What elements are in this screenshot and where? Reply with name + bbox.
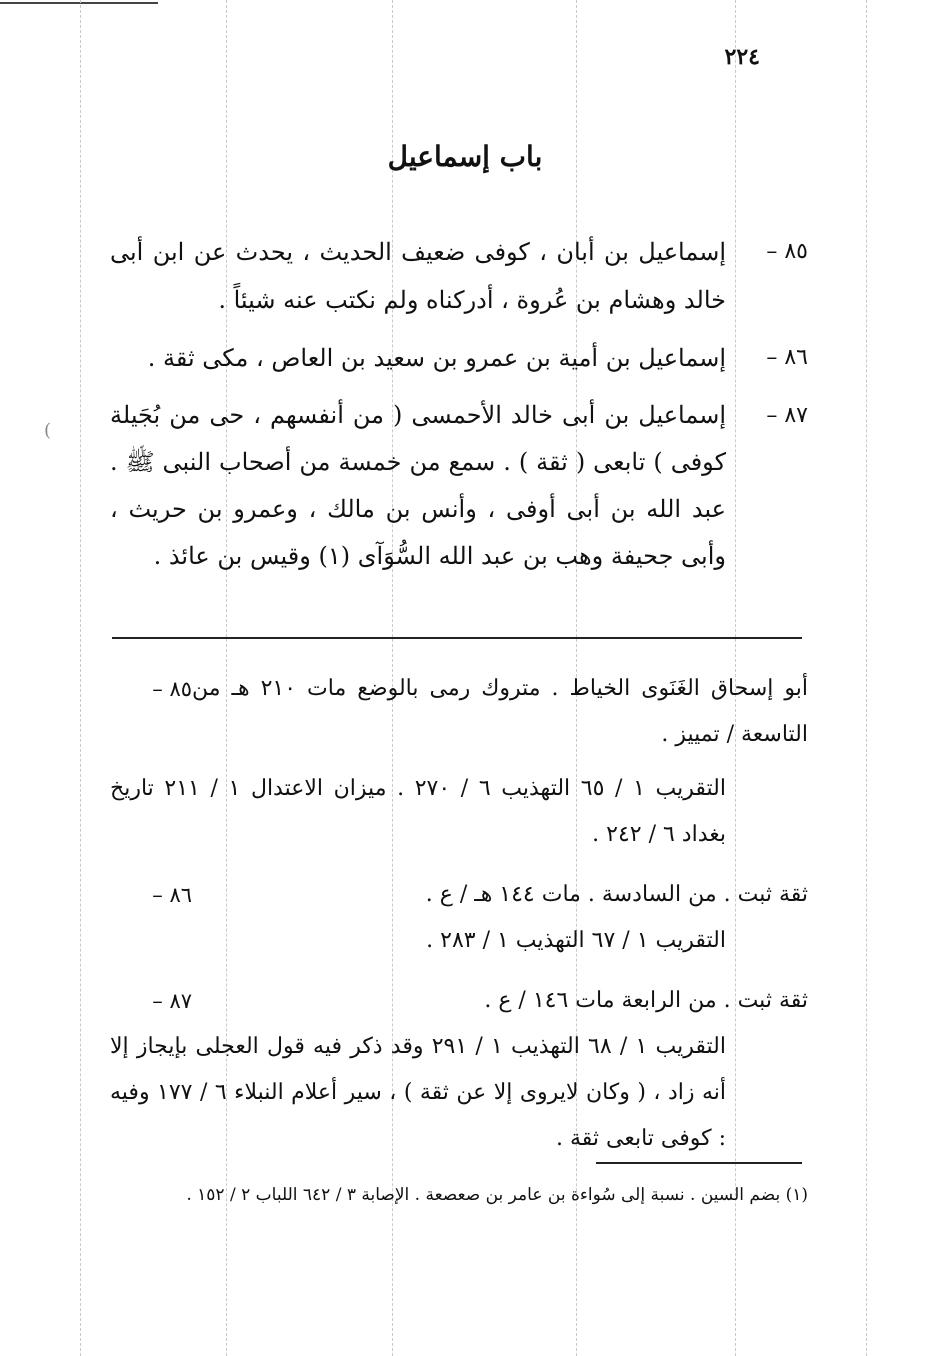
- notes-section: [110, 666, 808, 1162]
- note-87: [110, 978, 808, 1162]
- entry-text: إسماعيل بن أبان ، كوفى ضعيف الحديث ، يحدث عن ابن أبى خالد وهشام بن عُروة ، أدركناه ولم نكتب عنه شيئاً .: [110, 238, 726, 314]
- note-references: التقريب ١ / ٦٧ التهذيب ١ / ٢٨٣ .: [426, 928, 726, 953]
- note-number: ٨٧ –: [152, 989, 192, 1013]
- entry-number: ٨٥ –: [766, 239, 808, 264]
- scan-edge-rule: [0, 2, 158, 4]
- scan-dot-column: [866, 0, 867, 1356]
- note-85: [110, 666, 808, 858]
- note-text: أبو إسحاق الغَنَوى الخياط . متروك رمى بالوضع مات ٢١٠ هـ من التاسعة / تمييز .: [192, 676, 808, 747]
- note-86: [110, 872, 808, 964]
- entry-text: إسماعيل بن أبى خالد الأحمسى ( من أنفسهم ، حى من بُجَيلة كوفى ) تابعى ( ثقة ) . سمع من خمسة من أصحاب النبى ﷺ . عبد الله بن أبى أوفى ، وأنس بن مالك ، وعمرو بن حريث ، وأبى جحيفة وهب بن عبد الله السُّوَآى (١) وقيس بن عائذ .: [110, 401, 726, 570]
- note-references: التقريب ١ / ٦٥ التهذيب ٦ / ٢٧٠ . ميزان الاعتدال ١ / ٢١١ تاريخ بغداد ٦ / ٢٤٢ .: [110, 776, 726, 847]
- note-text: ثقة ثبت . من الرابعة مات ١٤٦ / ع .: [484, 988, 808, 1013]
- notes-separator: [112, 637, 802, 639]
- note-references: التقريب ١ / ٦٨ التهذيب ١ / ٢٩١ وقد ذكر فيه قول العجلى بإيجاز إلا أنه زاد ، ( وكان لايروى إلا عن ثقة ) ، سير أعلام النبلاء ٦ / ١٧٧ وفيه : كوفى تابعى ثقة .: [110, 1034, 726, 1151]
- entry-number: ٨٦ –: [766, 345, 808, 370]
- entry-number: ٨٧ –: [766, 403, 808, 428]
- note-number: ٨٦ –: [152, 883, 192, 907]
- entry-87: [110, 392, 808, 580]
- page-number: ٢٢٤: [724, 44, 760, 70]
- entry-86: [110, 334, 808, 382]
- note-number: ٨٥ –: [152, 677, 192, 701]
- chapter-title: باب إسماعيل: [387, 140, 543, 173]
- entry-text: إسماعيل بن أمية بن عمرو بن سعيد بن العاص ، مكى ثقة .: [147, 344, 726, 372]
- scan-dot-column: [80, 0, 81, 1356]
- footnote: (١) بضم السين . نسبة إلى سُواءة بن عامر بن صعصعة . الإصابة ٣ / ٦٤٢ اللباب ٢ / ١٥٢ .: [186, 1185, 808, 1205]
- entry-85: [110, 228, 808, 324]
- main-entries: [110, 228, 808, 590]
- note-text: ثقة ثبت . من السادسة . مات ١٤٤ هـ / ع .: [425, 882, 808, 907]
- margin-mark: (: [44, 420, 52, 441]
- footnote-rule: [596, 1162, 802, 1164]
